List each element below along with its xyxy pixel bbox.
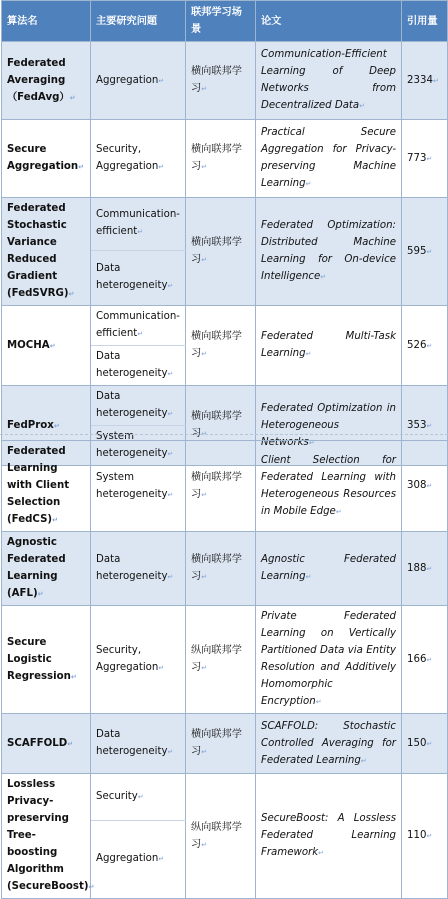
algo-cell: Secure Aggregation↵ bbox=[2, 120, 91, 198]
algo-cell: MOCHA↵ bbox=[2, 306, 91, 386]
scene-cell: 横向联邦学习↵ bbox=[186, 120, 256, 198]
cites-cell: 110↵ bbox=[402, 774, 448, 899]
scene-cell: 横向联邦学习↵ bbox=[186, 198, 256, 306]
table-row bbox=[2, 198, 448, 251]
scene-cell: 横向联邦学习↵ bbox=[186, 714, 256, 774]
algo-cell: Federated Stochastic Variance Reduced Gradient (FedSVRG)↵ bbox=[2, 198, 91, 306]
problem-cell: Security, Aggregation↵ bbox=[91, 120, 186, 198]
algo-cell: SCAFFOLD↵ bbox=[2, 714, 91, 774]
algo-cell: Federated Averaging（FedAvg）↵ bbox=[2, 42, 91, 120]
paper-cell: SecureBoost: A Lossless Federated Learning Framework↵ bbox=[256, 774, 402, 899]
algorithm-table-part1 bbox=[1, 0, 448, 466]
paper-cell: SCAFFOLD: Stochastic Controlled Averaging for Federated Learning↵ bbox=[256, 714, 402, 774]
header-row bbox=[2, 1, 448, 42]
paper-cell: Client Selection for Federated Learning with Heterogeneous Resources in Mobile Edge↵ bbox=[256, 441, 402, 532]
table-row bbox=[2, 714, 448, 774]
cites-cell: 308↵ bbox=[402, 441, 448, 532]
paper-cell: Practical Secure Aggregation for Privacy-preserving Machine Learning↵ bbox=[256, 120, 402, 198]
algo-cell: Lossless Privacy-preserving Tree-boosting Algorithm (SecureBoost)↵ bbox=[2, 774, 91, 899]
problem-cell: Data heterogeneity↵ bbox=[91, 532, 186, 606]
problem-cell: Security↵ bbox=[91, 774, 186, 821]
problem-cell: Data heterogeneity↵ bbox=[91, 714, 186, 774]
cites-cell: 595↵ bbox=[402, 198, 448, 306]
table-row bbox=[2, 42, 448, 120]
problem-cell: Security, Aggregation↵ bbox=[91, 606, 186, 714]
table-row bbox=[2, 532, 448, 606]
scene-cell: 横向联邦学习↵ bbox=[186, 441, 256, 532]
header-paper: 论文 bbox=[256, 1, 402, 42]
table-row bbox=[2, 120, 448, 198]
scene-cell: 纵向联邦学习↵ bbox=[186, 606, 256, 714]
table-row bbox=[2, 774, 448, 821]
table-row bbox=[2, 441, 448, 532]
scene-cell: 横向联邦学习↵ bbox=[186, 306, 256, 386]
problem-cell: Communication-efficient↵ bbox=[91, 306, 186, 346]
algo-cell: Federated Learning with Client Selection (FedCS)↵ bbox=[2, 441, 91, 532]
scene-cell: 纵向联邦学习↵ bbox=[186, 774, 256, 899]
paper-cell: Communication-Efficient Learning of Deep Networks from Decentralized Data↵ bbox=[256, 42, 402, 120]
problem-cell: Data heterogeneity↵ bbox=[91, 346, 186, 386]
table-row bbox=[2, 306, 448, 346]
paper-cell: Private Federated Learning on Vertically Partitioned Data via Entity Resolution and Additively Homomorphic Encryption↵ bbox=[256, 606, 402, 714]
cites-cell: 526↵ bbox=[402, 306, 448, 386]
problem-cell: Data heterogeneity↵ bbox=[91, 250, 186, 305]
scene-cell: 横向联邦学习↵ bbox=[186, 42, 256, 120]
table-row bbox=[2, 386, 448, 426]
header-algo: 算法名 bbox=[2, 1, 91, 42]
problem-cell: System heterogeneity↵ bbox=[91, 426, 186, 466]
problem-cell: Data heterogeneity↵ bbox=[91, 386, 186, 426]
algorithm-table-part2 bbox=[1, 440, 448, 899]
paper-cell: Federated Optimization in Heterogeneous Networks↵ bbox=[256, 386, 402, 466]
header-cites: 引用量 bbox=[402, 1, 448, 42]
paper-cell: Federated Optimization: Distributed Machine Learning for On-device Intelligence↵ bbox=[256, 198, 402, 306]
cites-cell: 773↵ bbox=[402, 120, 448, 198]
algo-cell: FedProx↵ bbox=[2, 386, 91, 466]
cites-cell: 166↵ bbox=[402, 606, 448, 714]
table-row bbox=[2, 606, 448, 714]
cites-cell: 353↵ bbox=[402, 386, 448, 466]
paper-cell: Federated Multi-Task Learning↵ bbox=[256, 306, 402, 386]
problem-cell: Aggregation↵ bbox=[91, 820, 186, 898]
scene-cell: 横向联邦学习↵ bbox=[186, 386, 256, 466]
paper-cell: Agnostic Federated Learning↵ bbox=[256, 532, 402, 606]
page-break-divider bbox=[0, 434, 448, 438]
problem-cell: Aggregation↵ bbox=[91, 42, 186, 120]
algo-cell: Agnostic Federated Learning (AFL)↵ bbox=[2, 532, 91, 606]
cites-cell: 2334↵ bbox=[402, 42, 448, 120]
cites-cell: 150↵ bbox=[402, 714, 448, 774]
problem-cell: Communication-efficient↵ bbox=[91, 198, 186, 251]
scene-cell: 横向联邦学习↵ bbox=[186, 532, 256, 606]
algo-cell: Secure Logistic Regression↵ bbox=[2, 606, 91, 714]
header-problem: 主要研究问题 bbox=[91, 1, 186, 42]
cites-cell: 188↵ bbox=[402, 532, 448, 606]
header-scene: 联邦学习场景 bbox=[186, 1, 256, 42]
problem-cell: System heterogeneity↵ bbox=[91, 441, 186, 532]
